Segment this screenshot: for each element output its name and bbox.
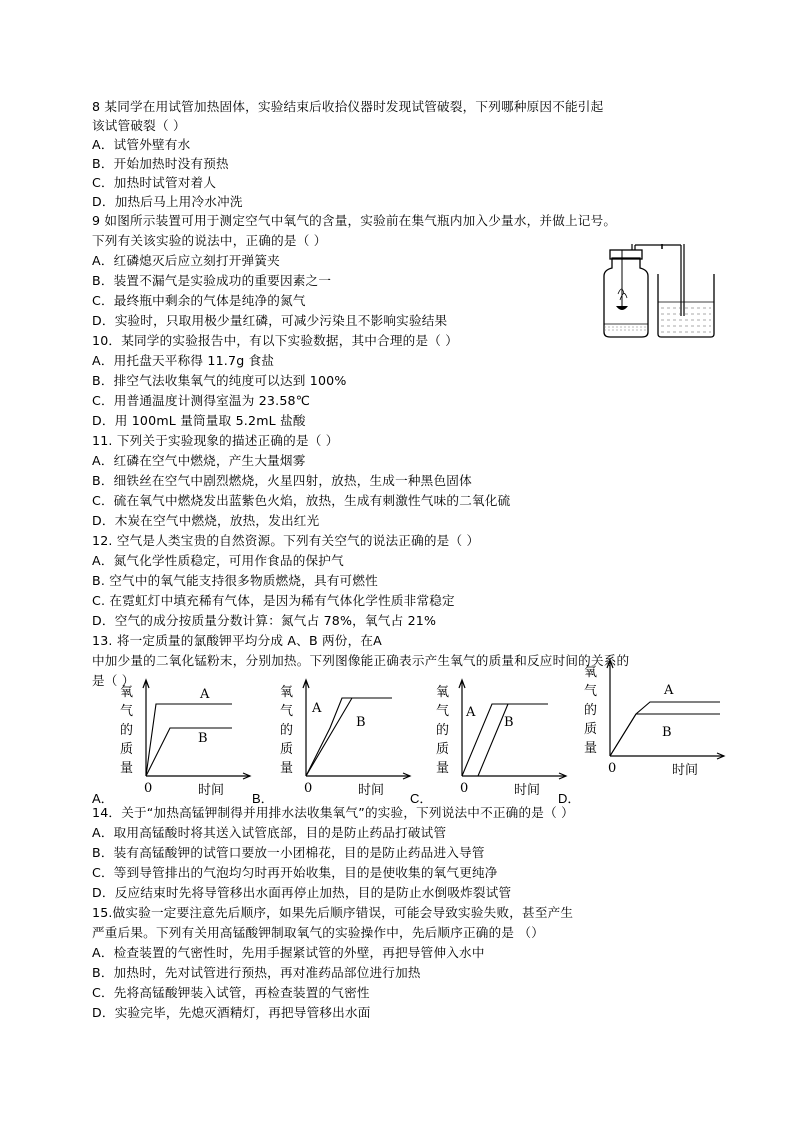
- origin-label: 0: [608, 761, 617, 776]
- text-line: 9 如图所示装置可用于测定空气中氧气的含量，实验前在集气瓶内加入少量水，并做上记号。: [92, 213, 617, 228]
- origin-label: 0: [144, 781, 153, 796]
- text-line: D．空气的成分按质量分数计算：氮气占 78%，氧气占 21%: [92, 613, 437, 628]
- y-axis-label-char: 的: [436, 723, 450, 738]
- text-line: C．加热时试管对着人: [92, 175, 217, 190]
- text-line: D．实验时，只取用极少量红磷，可减少污染且不影响实验结果: [92, 313, 448, 328]
- text-line: 中加少量的二氧化锰粉末，分别加热。下列图像能正确表示产生氧气的质量和反应时间的关系的: [92, 653, 630, 668]
- text-line: C．用普通温度计测得室温为 23.58℃: [92, 393, 311, 408]
- y-axis-label-char: 的: [280, 723, 294, 738]
- graph-c: [430, 674, 580, 803]
- series-a-label: A: [466, 705, 476, 720]
- y-axis-label-char: 气: [584, 684, 598, 699]
- x-axis-label: 时间: [672, 763, 699, 778]
- text-line: 10．某同学的实验报告中，有以下实验数据，其中合理的是（ ）: [92, 333, 459, 348]
- graph-a: [112, 674, 262, 803]
- y-axis-label-char: 量: [584, 741, 598, 756]
- y-axis-label-char: 气: [436, 704, 450, 719]
- series-b-label: B: [504, 715, 514, 730]
- text-line: B．加热时，先对试管进行预热，再对准药品部位进行加热: [92, 965, 421, 980]
- text-line: D．用 100mL 量筒量取 5.2mL 盐酸: [92, 413, 306, 428]
- text-line: 12. 空气是人类宝贵的自然资源。下列有关空气的说法正确的是（ ）: [92, 533, 480, 548]
- text-line: C．先将高锰酸钾装入试管，再检查装置的气密性: [92, 985, 370, 1000]
- text-line: A．用托盘天平称得 11.7g 食盐: [92, 353, 275, 368]
- text-line: C. 在霓虹灯中填充稀有气体，是因为稀有气体化学性质非常稳定: [92, 593, 455, 608]
- y-axis-label-char: 质: [280, 742, 294, 757]
- graph-option-label: A．: [92, 791, 114, 806]
- graph-option-label: C．: [410, 791, 433, 806]
- x-axis-label: 时间: [358, 783, 385, 798]
- text-line: 严重后果。下列有关用高锰酸钾制取氧气的实验操作中，先后顺序正确的是 （）: [92, 925, 544, 940]
- text-line: D．反应结束时先将导管移出水面再停止加热，目的是防止水倒吸炸裂试管: [92, 885, 512, 900]
- origin-label: 0: [460, 781, 469, 796]
- series-b-label: B: [356, 715, 366, 730]
- text-line: B. 空气中的氧气能支持很多物质燃烧，具有可燃性: [92, 573, 378, 588]
- text-line: C．最终瓶中剩余的气体是纯净的氮气: [92, 293, 306, 308]
- text-line: A．检查装置的气密性时，先用手握紧试管的外壁，再把导管伸入水中: [92, 945, 485, 960]
- series-b-label: B: [198, 731, 208, 746]
- x-axis-label: 时间: [198, 783, 225, 798]
- y-axis-label-char: 氧: [280, 685, 294, 700]
- y-axis-label-char: 质: [120, 742, 134, 757]
- text-line: 8 某同学在用试管加热固体，实验结束后收拾仪器时发现试管破裂，下列哪种原因不能引起: [92, 99, 604, 114]
- y-axis-label-char: 质: [436, 742, 450, 757]
- text-line: 15.做实验一定要注意先后顺序，如果先后顺序错误，可能会导致实验失败，甚至产生: [92, 905, 574, 920]
- series-a-label: A: [664, 683, 674, 698]
- text-line: B．装置不漏气是实验成功的重要因素之一: [92, 273, 332, 288]
- y-axis-label-char: 量: [120, 761, 134, 776]
- text-line: 13. 将一定质量的氯酸钾平均分成 A、B 两份，在A: [92, 633, 382, 648]
- graph-d: [578, 660, 728, 789]
- graph-b: [272, 674, 422, 803]
- text-line: 14．关于“加热高锰钾制得并用排水法收集氧气”的实验，下列说法中不正确的是（ ）: [92, 805, 574, 820]
- y-axis-label-char: 氧: [120, 685, 134, 700]
- text-line: 是（ ）: [92, 673, 135, 688]
- text-line: 11. 下列关于实验现象的描述正确的是（ ）: [92, 433, 339, 448]
- text-line: 该试管破裂（ ）: [92, 118, 186, 133]
- text-line: 下列有关该实验的说法中，正确的是（ ）: [92, 233, 327, 248]
- text-line: A．试管外壁有水: [92, 137, 191, 152]
- text-line: A．红磷熄灭后应立刻打开弹簧夹: [92, 253, 280, 268]
- text-line: A．氮气化学性质稳定，可用作食品的保护气: [92, 553, 344, 568]
- x-axis-label: 时间: [514, 783, 541, 798]
- y-axis-label-char: 量: [436, 761, 450, 776]
- y-axis-label-char: 的: [584, 703, 598, 718]
- text-line: A．红磷在空气中燃烧，产生大量烟雾: [92, 453, 306, 468]
- text-line: C．等到导管排出的气泡均匀时再开始收集，目的是使收集的氧气更纯净: [92, 865, 498, 880]
- text-line: B．排空气法收集氧气的纯度可以达到 100%: [92, 373, 347, 388]
- text-line: B．开始加热时没有预热: [92, 156, 229, 171]
- text-line: D．加热后马上用冷水冲洗: [92, 194, 243, 209]
- text-line: A．取用高锰酸时将其送入试管底部，目的是防止药品打破试管: [92, 825, 447, 840]
- text-line: C．硫在氧气中燃烧发出蓝紫色火焰，放热，生成有刺激性气味的二氧化硫: [92, 493, 511, 508]
- y-axis-label-char: 气: [280, 704, 294, 719]
- y-axis-label-char: 量: [280, 761, 294, 776]
- series-b-label: B: [662, 725, 672, 740]
- origin-label: 0: [304, 781, 313, 796]
- series-a-label: A: [312, 701, 322, 716]
- y-axis-label-char: 氧: [584, 665, 598, 680]
- y-axis-label-char: 气: [120, 704, 134, 719]
- y-axis-label-char: 的: [120, 723, 134, 738]
- text-line: D．实验完毕，先熄灭酒精灯，再把导管移出水面: [92, 1005, 371, 1020]
- text-line: B．装有高锰酸钾的试管口要放一小团棉花，目的是防止药品进入导管: [92, 845, 485, 860]
- graph-option-label: D．: [558, 791, 581, 806]
- series-a-line: [146, 704, 232, 776]
- series-b-line: [146, 728, 232, 776]
- y-axis-label-char: 质: [584, 722, 598, 737]
- text-line: B．细铁丝在空气中剧烈燃烧，火星四射，放热，生成一种黑色固体: [92, 473, 472, 488]
- apparatus-figure: [596, 244, 720, 340]
- y-axis-label-char: 氧: [436, 685, 450, 700]
- graph-option-label: B．: [252, 791, 274, 806]
- series-a-label: A: [200, 687, 210, 702]
- text-line: D．木炭在空气中燃烧，放热，发出红光: [92, 513, 320, 528]
